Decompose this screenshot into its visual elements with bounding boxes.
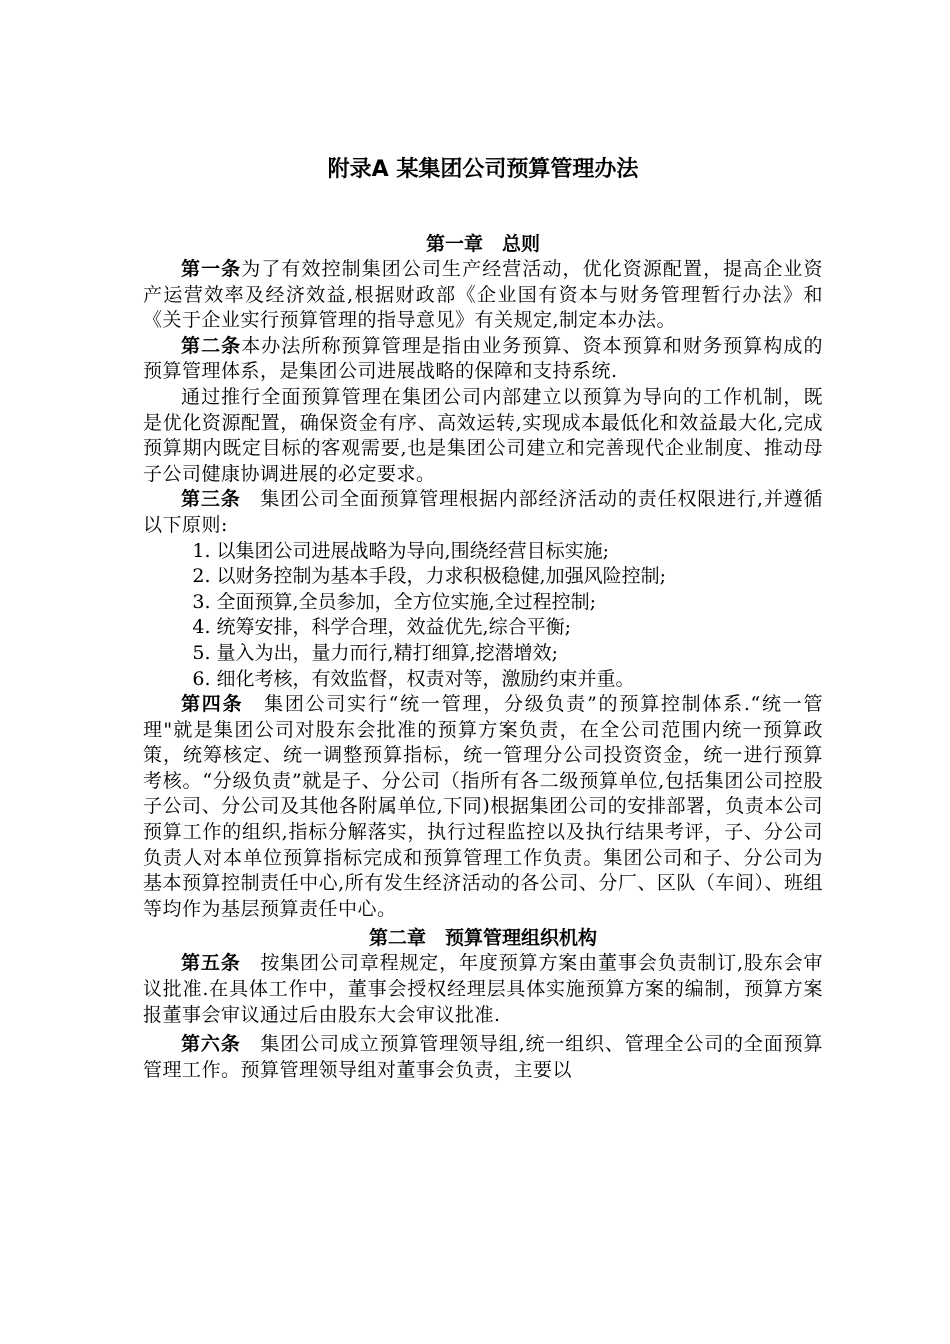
- principle-item-6: 6. 细化考核，有效监督，权责对等，激励约束并重。: [192, 667, 635, 690]
- article-4: [143, 692, 823, 922]
- document-body: [143, 232, 823, 1083]
- article-1: [143, 257, 823, 334]
- principle-item-3: 3. 全面预算,全员参加，全方位实施,全过程控制;: [192, 590, 597, 613]
- article-2-paragraph-2: 通过推行全面预算管理在集团公司内部建立以预算为导向的工作机制，既是优化资源配置，确保资金有序、高效运转,实现成本最低化和效益最大化,完成预算期内既定目标的客观需要,也是集团公司建立和完善现代企业制度、推动母子公司健康协调进展的必定要求。: [143, 385, 823, 485]
- article-1-text: 为了有效控制集团公司生产经营活动，优化资源配置，提高企业资产运营效率及经济效益,根据财政部《企业国有资本与财务管理暂行办法》和《关于企业实行预算管理的指导意见》有关规定,制定本办法。: [143, 258, 823, 332]
- chapter-2-heading: 第二章 预算管理组织机构: [368, 927, 597, 950]
- document-title: 附录A 某集团公司预算管理办法: [327, 157, 639, 182]
- chapter-1-heading: 第一章 总则: [425, 233, 540, 255]
- article-2-text: 本办法所称预算管理是指由业务预算、资本预算和财务预算构成的预算管理体系，是集团公司进展战略的保障和支持系统.: [143, 334, 823, 383]
- article-4-label: 第四条: [181, 693, 244, 716]
- principle-item-2: 2. 以财务控制为基本手段，力求积极稳健,加强风险控制;: [192, 565, 667, 588]
- principle-item-4: 4. 统筹安排，科学合理，效益优先,综合平衡;: [192, 616, 572, 639]
- article-3-text: 集团公司全面预算管理根据内部经济活动的责任权限进行,并遵循以下原则:: [143, 488, 823, 536]
- article-1-label: 第一条: [181, 258, 242, 280]
- article-2-label: 第二条: [181, 334, 242, 357]
- article-4-text: 集团公司实行“统一管理，分级负责”的预算控制体系.“统一管理"就是集团公司对股东会批准的预算方案负责，在全公司范围内统一预算政策，统筹核定、统一调整预算指标，统一管理分公司投资资金，统一进行预算考核。“分级负责”就是子、分公司（指所有各二级预算单位,包括集团公司控股子公司、分公司及其他各附属单位,下同)根据集团公司的安排部署，负责本公司预算工作的组织,指标分解落实，执行过程监控以及执行结果考评，子、分公司负责人对本单位预算指标完成和预算管理工作负责。集团公司和子、分公司为基本预算控制责任中心,所有发生经济活动的各公司、分厂、区队（车间）、班组等均作为基层预算责任中心。: [143, 693, 823, 920]
- article-6-text: 集团公司成立预算管理领导组,统一组织、管理全公司的全面预算管理工作。预算管理领导组对董事会负责，主要以: [143, 1033, 823, 1081]
- article-2: [143, 334, 823, 385]
- article-6-label: 第六条: [181, 1033, 241, 1056]
- article-6: [143, 1032, 823, 1083]
- article-3: [143, 487, 823, 538]
- principle-item-5: 5. 量入为出，量力而行,精打细算,挖潜增效;: [192, 641, 559, 664]
- article-5-text: 按集团公司章程规定，年度预算方案由董事会负责制订,股东会审议批准.在具体工作中，董事会授权经理层具体实施预算方案的编制，预算方案报董事会审议通过后由股东大会审议批准.: [143, 952, 823, 1026]
- article-5-label: 第五条: [181, 952, 241, 975]
- principle-item-1: 1. 以集团公司进展战略为导向,围绕经营目标实施;: [192, 539, 610, 562]
- article-3-label: 第三条: [181, 488, 241, 511]
- article-5: [143, 951, 823, 1028]
